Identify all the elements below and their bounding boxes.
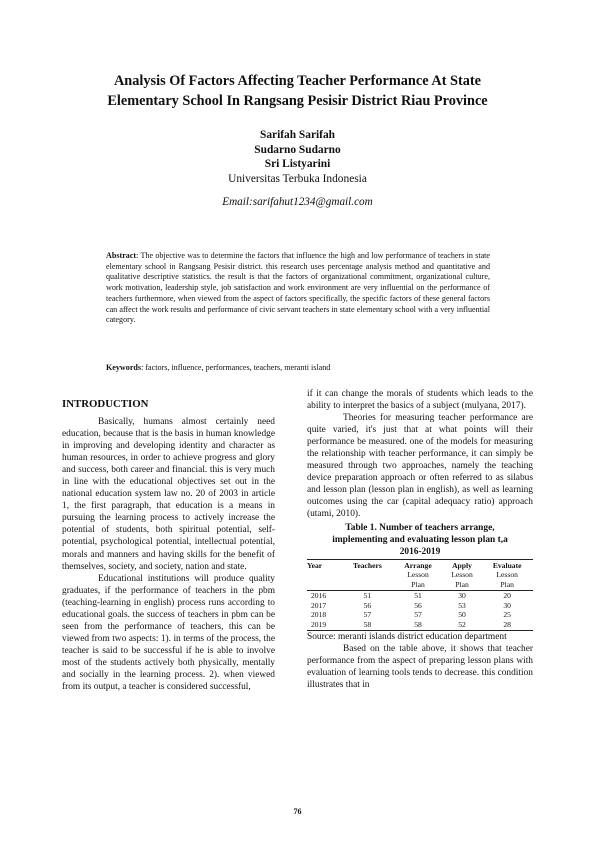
cell-year: 2016 — [311, 591, 327, 601]
cell-apply: 30 — [458, 591, 466, 601]
right-paragraph-3: Based on the table above, it shows that teacher performance from the aspect of preparing lesson plans with evaluation of learning tools tends to decrease. this condition illustrates that in — [307, 643, 533, 690]
cell-evaluate: 30 — [503, 600, 511, 610]
subheader-cell — [342, 580, 394, 591]
cell-year: 2018 — [311, 610, 327, 620]
header-evaluate: Evaluate — [481, 559, 533, 570]
table-caption-line-3: 2016-2019 — [399, 546, 441, 557]
right-paragraph-2: Theories for measuring teacher performance are quite varied, it's just that at what points will their performance be measured. one of the models for measuring the relationship with teacher performance, it can simply be measured through two approaches, namely the teaching device preparation approach or often referred to as silabus and lesson plan (lesson plan in english), as well as learning outcomes using the car (capital adequacy ratio) approach (utami, 2010). — [307, 413, 533, 520]
subheader-cell: Plan — [393, 580, 442, 591]
table-row — [307, 620, 533, 630]
cell-year: 2017 — [311, 600, 327, 610]
cell-arrange: 51 — [414, 591, 422, 601]
cell-apply: 52 — [443, 620, 482, 630]
table-caption-line-1: Table 1. Number of teachers arrange, — [345, 522, 495, 533]
author-block — [60, 128, 535, 186]
table-subheader-row-2 — [307, 580, 533, 591]
abstract-text: : The objective was to determine the factors that influence the high and low performance of teachers in state elementary school in Rangsang Pesisir district. this research uses percentage analysis method and quantitative and qualitative descriptive statistics. the result is that the factors of organizational commitment, organizational culture, work motivation, leadership style, job satisfaction and work environment are very influential on the performance of teachers furthermore, when viewed from the aspect of factors specifically, the specific factors of these general factors can affect the work results and performance of civic servant teachers in state elementary school with a very influential category. — [106, 251, 490, 325]
author-3: Sri Listyarini — [264, 158, 331, 170]
cell-evaluate: 20 — [503, 591, 511, 601]
affiliation: Universitas Terbuka Indonesia — [228, 172, 367, 185]
table-caption-line-2: implementing and evaluating lesson plan t,a — [332, 534, 508, 545]
section-heading-introduction: INTRODUCTION — [62, 398, 149, 410]
cell-arrange: 56 — [414, 600, 422, 610]
keywords — [106, 363, 490, 372]
abstract — [106, 251, 490, 326]
cell-teachers: 51 — [363, 591, 372, 601]
right-paragraph-1: if it can change the morals of students which leads to the ability to interpret the basics of a subject (mulyana, 2017). — [307, 389, 533, 412]
subheader-cell — [307, 570, 342, 580]
keywords-label: Keywords — [106, 363, 142, 372]
cell-arrange: 58 — [393, 620, 442, 630]
subheader-cell: Lesson — [407, 570, 429, 580]
header-year: Year — [307, 559, 342, 570]
intro-paragraph-1: Basically, humans almost certainly need education, because that is the basis in human knowledge in improving and developing identity and character as human resources, in order to achieve progress and glory and success, both career and financial. this is very much in line with the educational objectives set out in the national education system law no. 20 of 2003 in article 1, the first paragraph, that education is a means in pursuing the learning process to actively increase the potential of students, both spiritual potential, self-potential, psychological potential, intellectual potential, morals and manners and having skills for the benefit of themselves, society, and society, nation and state. — [62, 417, 275, 572]
keywords-text: : factors, influence, performances, teachers, meranti island — [141, 363, 331, 372]
table-row — [307, 591, 533, 601]
table-row — [307, 610, 533, 620]
teacher-lesson-plan-table — [307, 559, 533, 631]
header-apply: Apply — [443, 559, 482, 570]
cell-apply: 53 — [458, 600, 466, 610]
abstract-label: Abstract — [106, 251, 137, 260]
cell-apply: 50 — [458, 610, 466, 620]
author-2: Sudarno Sudarno — [254, 143, 341, 156]
cell-teachers: 57 — [363, 610, 372, 620]
right-column — [307, 388, 533, 691]
subheader-cell: Plan — [481, 580, 533, 591]
table-header-row — [307, 559, 533, 570]
subheader-cell — [342, 570, 394, 580]
subheader-cell: Lesson — [451, 570, 473, 580]
intro-paragraph-2: Educational institutions will produce quality graduates, if the performance of teachers in the pbm (teaching-learning in english) process runs according to educational goals. the success of teachers in pbm can be seen from the performance of teachers, this can be viewed from two aspects: 1). in terms of the process, the teacher is said to be successful if he is able to involve most of the students actively both physically, mentally and socially in the learning process. 2). when viewed from its output, a teacher is considered successful, — [62, 573, 275, 693]
table-source: Source: meranti islands district education department — [307, 631, 507, 642]
table-row — [307, 601, 533, 611]
cell-teachers: 56 — [363, 600, 372, 610]
cell-year: 2019 — [307, 620, 342, 630]
paper-title — [60, 71, 535, 111]
left-column — [62, 398, 275, 693]
title-line-1: Analysis Of Factors Affecting Teacher Performance At State — [113, 73, 481, 89]
subheader-cell: Lesson — [496, 570, 518, 580]
header-arrange: Arrange — [393, 559, 442, 570]
cell-teachers: 58 — [342, 620, 394, 630]
subheader-cell — [307, 580, 342, 591]
cell-evaluate: 28 — [481, 620, 533, 630]
header-teachers: Teachers — [342, 559, 394, 570]
page-number: 76 — [293, 807, 302, 816]
table-caption — [307, 522, 533, 558]
title-line-2: Elementary School In Rangsang Pesisir District Riau Province — [107, 93, 488, 109]
table-subheader-row-1 — [307, 570, 533, 580]
subheader-cell: Plan — [443, 580, 482, 591]
cell-evaluate: 25 — [503, 610, 511, 620]
author-email: Email:sarifahut1234@gmail.com — [222, 196, 373, 208]
author-1: Sarifah Sarifah — [260, 129, 335, 141]
cell-arrange: 57 — [414, 610, 422, 620]
